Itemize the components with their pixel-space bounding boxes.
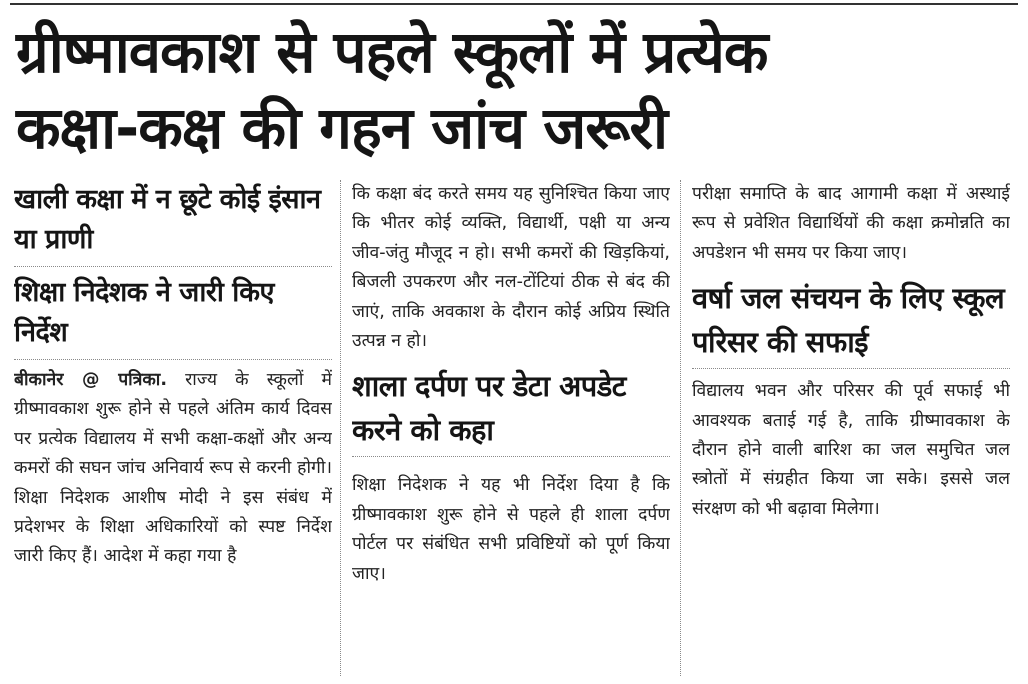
separator <box>14 266 332 267</box>
top-rule <box>10 3 1018 5</box>
column-divider-2 <box>680 180 681 676</box>
separator <box>692 368 1010 369</box>
column-3 <box>692 180 1010 680</box>
article-body-shala-darpan: शिक्षा निदेशक ने यह भी निर्देश दिया है कि ग्रीष्मावकाश शुरू होने से पहले ही शाला दर्पण पोर्टल पर संबंधित सभी प्रविष्टियों को पूर्ण किया जाए। <box>352 475 670 584</box>
separator <box>14 359 332 360</box>
headline-line-1: ग्रीष्मावकाश से पहले स्कूलों में प्रत्येक <box>16 18 768 86</box>
subheading-rainwater-harvesting: वर्षा जल संचयन के लिए स्कूल परिसर की सफाई <box>692 281 1005 360</box>
headline-line-2: कक्षा-कक्ष की गहन जांच जरूरी <box>16 94 668 162</box>
subheading-empty-classroom: खाली कक्षा में न छूटे कोई इंसान या प्राणी <box>14 184 321 255</box>
subheading-director-instructions: शिक्षा निदेशक ने जारी किए निर्देश <box>14 277 274 348</box>
column-1 <box>14 180 332 680</box>
column-2 <box>352 180 670 680</box>
headline <box>16 14 1016 166</box>
article-body-promotion-update: परीक्षा समाप्ति के बाद आगामी कक्षा में अस्थाई रूप से प्रवेशित विद्यार्थियों की कक्षा क्रमोन्नति का अपडेशन भी समय पर किया जाए। <box>692 184 1010 263</box>
article-body-intro <box>14 366 332 572</box>
dateline: बीकानेर @ पत्रिका. <box>14 370 167 390</box>
column-divider-1 <box>340 180 341 676</box>
article-body-rainwater: विद्यालय भवन और परिसर की पूर्व सफाई भी आवश्यक बताई गई है, ताकि ग्रीष्मावकाश के दौरान होने वाली बारिश का जल समुचित जल स्त्रोतों में संग्रहीत किया जा सके। इससे जल संरक्षण को भी बढ़ावा मिलेगा। <box>692 381 1010 519</box>
subheading-shala-darpan: शाला दर्पण पर डेटा अपडेट करने को कहा <box>352 369 626 448</box>
body-text: राज्य के स्कूलों में ग्रीष्मावकाश शुरू होने से पहले अंतिम कार्य दिवस पर प्रत्येक विद्यालय में सभी कक्षा-कक्षों और अन्य कमरों की सघन जांच अनिवार्य रूप से करनी होगी। शिक्षा निदेशक आशीष मोदी ने इस संबंध में प्रदेशभर के शिक्षा अधिकारियों को स्पष्ट निर्देश जारी किए हैं। आदेश में कहा गया है <box>14 370 332 567</box>
article-body-continuation: कि कक्षा बंद करते समय यह सुनिश्चित किया जाए कि भीतर कोई व्यक्ति, विद्यार्थी, पक्षी या अन्य जीव-जंतु मौजूद न हो। सभी कमरों की खिड़कियां, बिजली उपकरण और नल-टोंटियां ठीक से बंद की जाएं, ताकि अवकाश के दौरान कोई अप्रिय स्थिति उत्पन्न न हो। <box>352 184 670 352</box>
separator <box>352 456 670 457</box>
